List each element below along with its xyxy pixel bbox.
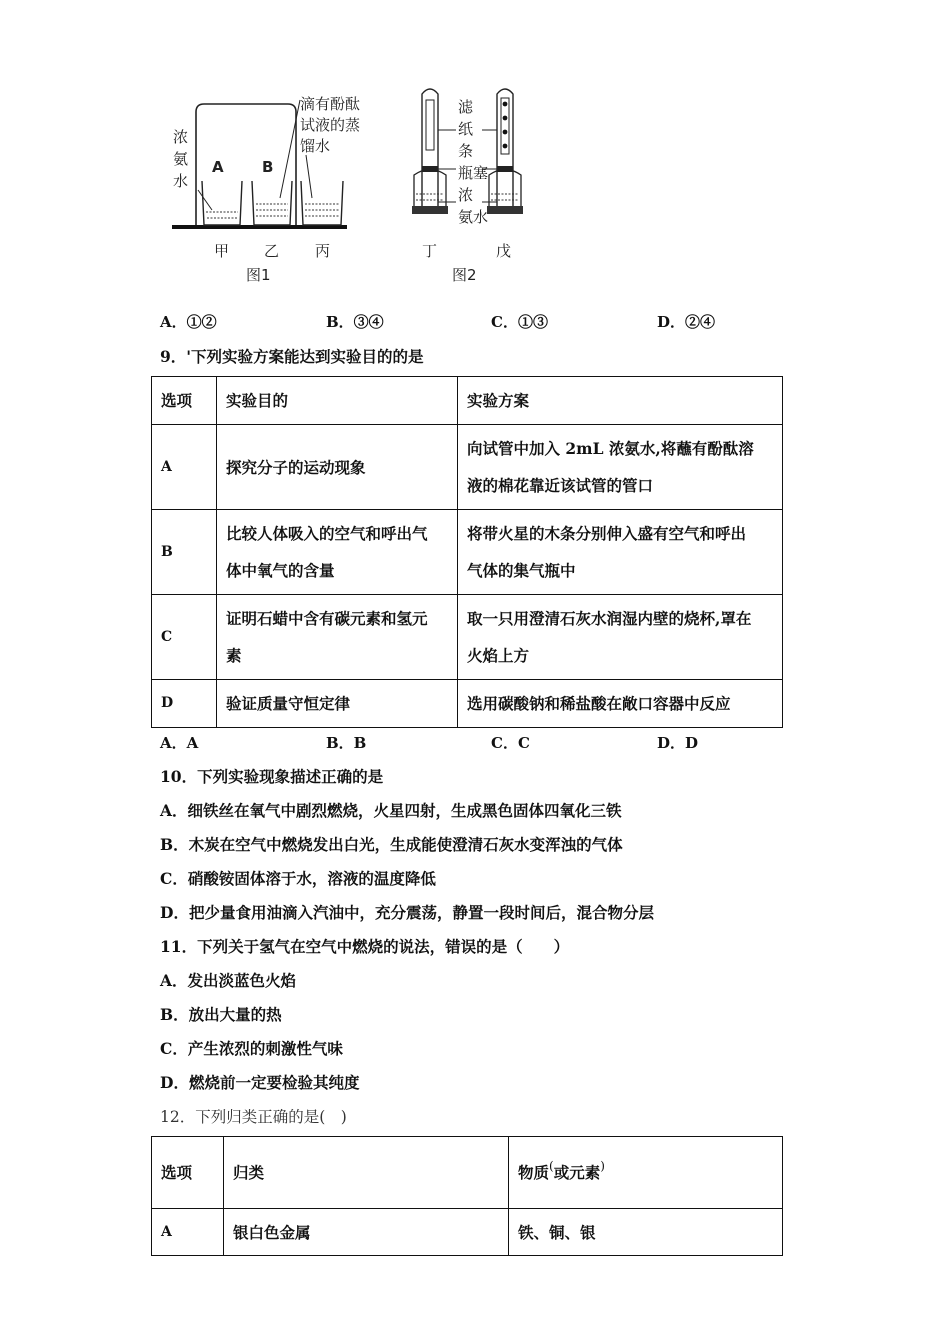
header-substance: 物质(或元素) [509, 1137, 783, 1209]
caption-bing: 丙 [315, 242, 331, 260]
row-goal: 验证质量守恒定律 [217, 680, 458, 728]
q8-option-a: A．①② [160, 313, 217, 331]
q9-option-d: D．D [657, 734, 699, 752]
beaker-c [301, 181, 343, 225]
table-row [152, 595, 783, 680]
row-plan: 向试管中加入 2mL 浓氨水,将蘸有酚酞溶 液的棉花靠近该试管的管口 [458, 425, 783, 510]
q10-option-d: D．把少量食用油滴入汽油中，充分震荡，静置一段时间后，混合物分层 [160, 903, 654, 922]
q11-stem: 11．下列关于氢气在空气中燃烧的说法，错误的是（ ） [160, 937, 570, 956]
table-row [152, 425, 783, 510]
caption-wu: 戊 [496, 242, 512, 260]
table-header-row [152, 1137, 783, 1209]
row-code: B [152, 510, 217, 595]
q12-table [151, 1136, 783, 1256]
beaker-a-label: A [212, 158, 224, 176]
header-goal: 实验目的 [217, 377, 458, 425]
row-plan: 选用碳酸钠和稀盐酸在敞口容器中反应 [458, 680, 783, 728]
q11-option-d: D．燃烧前一定要检验其纯度 [160, 1073, 360, 1092]
row-category: 银白色金属 [224, 1209, 509, 1256]
beaker-b-label: B [262, 158, 274, 176]
row-goal: 证明石蜡中含有碳元素和氢元 素 [217, 595, 458, 680]
row-plan: 将带火星的木条分别伸入盛有空气和呼出 气体的集气瓶中 [458, 510, 783, 595]
header-option: 选项 [152, 377, 217, 425]
beaker-b [252, 181, 292, 225]
caption-ding: 丁 [422, 242, 438, 260]
row-code: D [152, 680, 217, 728]
header-plan: 实验方案 [458, 377, 783, 425]
q9-option-c: C．C [491, 734, 530, 752]
table-row [152, 510, 783, 595]
q10-option-c: C．硝酸铵固体溶于水，溶液的温度降低 [160, 869, 436, 888]
header-category: 归类 [224, 1137, 509, 1209]
phenolphthalein-annotation: 滴有酚酞 试液的蒸 馏水 [300, 95, 361, 155]
q10-option-b: B．木炭在空气中燃烧发出白光，生成能使澄清石灰水变浑浊的气体 [160, 835, 623, 854]
filter-paper-ding [426, 100, 434, 150]
fig2-label: 滤 纸 条 瓶塞 浓 氨水 [458, 98, 489, 226]
table-row [152, 680, 783, 728]
q11-option-c: C．产生浓烈的刺激性气味 [160, 1039, 343, 1058]
fig1-title: 图1 [246, 266, 271, 284]
row-plan: 取一只用澄清石灰水润湿内壁的烧杯,罩在 火焰上方 [458, 595, 783, 680]
q9-stem: 9．'下列实验方案能达到实验目的的是 [160, 347, 424, 366]
q8-option-c: C．①③ [491, 313, 548, 331]
q12-stem: 12．下列归类正确的是( ) [160, 1108, 347, 1126]
figure-area [160, 80, 560, 290]
fig2-title: 图2 [452, 266, 477, 284]
q10-option-a: A．细铁丝在氧气中剧烈燃烧，火星四射，生成黑色固体四氧化三铁 [160, 801, 622, 820]
q10-stem: 10．下列实验现象描述正确的是 [160, 767, 384, 786]
caption-jia: 甲 [214, 242, 230, 260]
q9-option-b: B．B [326, 734, 367, 752]
caption-yi: 乙 [264, 242, 280, 260]
fig1-side-label: 浓 氨 水 [173, 128, 189, 190]
row-code: A [152, 425, 217, 510]
q9-table [151, 376, 783, 728]
q8-option-d: D．②④ [657, 313, 716, 331]
table-header-row [152, 377, 783, 425]
q11-option-a: A．发出淡蓝色火焰 [160, 971, 297, 990]
q11-option-b: B．放出大量的热 [160, 1005, 282, 1024]
header-option: 选项 [152, 1137, 224, 1209]
table-row [152, 1209, 783, 1256]
q9-option-a: A．A [160, 734, 199, 752]
row-goal: 探究分子的运动现象 [217, 425, 458, 510]
row-goal: 比较人体吸入的空气和呼出气 体中氧气的含量 [217, 510, 458, 595]
q8-option-b: B．③④ [326, 313, 384, 331]
row-code: C [152, 595, 217, 680]
row-items: 铁、铜、银 [509, 1209, 783, 1256]
row-code: A [152, 1209, 224, 1256]
